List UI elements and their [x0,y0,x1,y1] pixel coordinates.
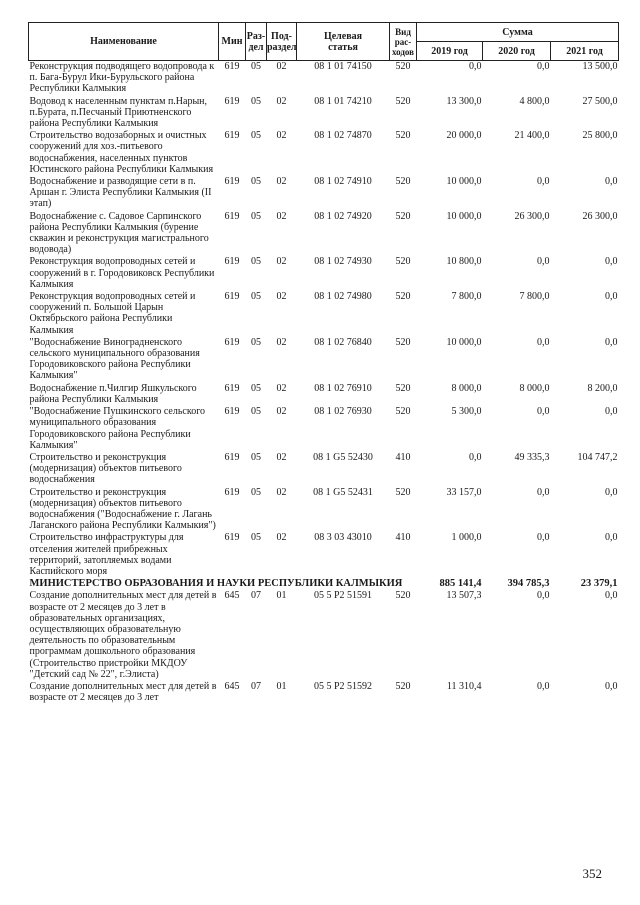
table-row [29,337,619,383]
cell-podrazdel: 02 [276,451,287,463]
cell-razdel: 05 [251,210,261,222]
table-row [29,211,619,257]
cell-min: 619 [224,210,240,222]
header-summa: Сумма [417,23,619,42]
cell-statya: 08 1 02 74920 [314,210,372,222]
cell-name: "Водоснабжение Виноградненского сельского муниципального образования Городовиковского района Республики Калмыкия" [29,336,200,382]
cell-podrazdel: 02 [276,176,287,188]
cell-y2021: 0,0 [605,590,618,602]
cell-name: Водоснабжение и разводящие сети в п. Аршан г. Элиста Республики Калмыкия (II этап) [29,176,212,210]
cell-min: 619 [224,95,240,107]
cell-vid: 520 [395,61,411,72]
table-row [29,291,619,337]
cell-name: Реконструкция водопроводных сетей и сооружений п. Большой Царын Октябрьского района Республики Калмыкия [29,291,196,336]
header-min: Мин [219,23,246,61]
cell-y2019: 885 141,4 [439,578,482,590]
cell-y2020: 0,0 [537,176,550,188]
cell-vid: 520 [395,210,411,222]
cell-razdel: 05 [251,176,261,188]
cell-y2020: 394 785,3 [507,578,550,590]
cell-y2019: 10 000,0 [446,336,482,348]
cell-y2019: 0,0 [469,451,482,463]
cell-y2019: 10 000,0 [446,210,482,222]
cell-min: 619 [224,176,240,188]
cell-name: Строительство и реконструкция (модернизация) объектов питьевого водоснабжения [29,451,182,486]
cell-razdel: 05 [251,382,261,394]
cell-min: 645 [224,680,240,692]
cell-y2021: 26 300,0 [582,210,618,222]
cell-y2019: 13 300,0 [446,95,482,107]
cell-y2019: 33 157,0 [446,486,482,498]
cell-y2021: 8 200,0 [587,382,618,394]
cell-podrazdel: 02 [276,61,287,72]
cell-y2020: 0,0 [537,406,550,418]
table-row [29,130,619,176]
budget-table [28,22,619,704]
cell-vid: 520 [395,680,411,692]
table-row [29,487,619,533]
cell-y2021: 104 747,2 [577,451,618,463]
cell-y2020: 8 000,0 [519,382,550,394]
cell-vid: 410 [395,532,411,544]
cell-podrazdel: 01 [276,680,287,692]
cell-y2020: 0,0 [537,486,550,498]
cell-y2020: 26 300,0 [514,210,550,222]
cell-razdel: 05 [251,130,261,142]
cell-vid: 520 [395,486,411,498]
page-number: 352 [582,866,602,881]
cell-name: Создание дополнительных мест для детей в возрасте от 2 месяцев до 3 лет [29,680,217,704]
header-name: Наименование [29,23,219,61]
cell-podrazdel: 02 [276,486,287,498]
cell-name: Создание дополнительных мест для детей в возрасте от 2 месяцев до 3 лет в образовательных организациях, осуществляющих образовательную деятельность по образовательным программам дошкольного образования (Строительство пристройки МКДОУ "Детский сад № 22", г.Элиста) [29,590,217,680]
cell-vid: 520 [395,406,411,418]
cell-vid: 520 [395,291,411,303]
budget-table-page [28,22,618,704]
table-body [29,61,619,705]
table-row [29,590,619,681]
header-podrazdel: Под- раздел [267,23,297,61]
cell-podrazdel: 02 [276,336,287,348]
cell-razdel: 05 [251,532,261,544]
cell-vid: 520 [395,95,411,107]
cell-razdel: 05 [251,291,261,303]
cell-statya: 08 1 02 74910 [314,176,372,188]
cell-min: 619 [224,61,240,72]
cell-podrazdel: 02 [276,256,287,268]
cell-name: Реконструкция подводящего водопровода к п. Бага-Бурул Ики-Бурульского района Республики Калмыкия [29,61,215,95]
section-row [29,578,619,590]
cell-y2019: 13 507,3 [446,590,482,602]
cell-statya: 08 1 02 74930 [314,256,372,268]
cell-podrazdel: 02 [276,532,287,544]
table-row [29,61,619,96]
cell-y2020: 21 400,0 [514,130,550,142]
cell-y2020: 49 335,3 [514,451,550,463]
cell-y2020: 0,0 [537,256,550,268]
cell-vid: 410 [395,451,411,463]
cell-podrazdel: 02 [276,291,287,303]
cell-vid: 520 [395,176,411,188]
cell-y2020: 0,0 [537,61,550,72]
cell-y2020: 0,0 [537,680,550,692]
table-row [29,256,619,291]
cell-min: 619 [224,451,240,463]
cell-y2021: 27 500,0 [582,95,618,107]
cell-name: Строительство водозаборных и очистных сооружений для хоз.-питьевого водоснабжения, населенных пунктов Юстинского района Республики Калмыкия [29,130,214,175]
cell-statya: 08 1 01 74210 [314,95,372,107]
cell-razdel: 05 [251,61,261,72]
cell-min: 619 [224,130,240,142]
cell-y2019: 5 300,0 [451,406,482,418]
cell-y2021: 0,0 [605,336,618,348]
cell-min: 619 [224,406,240,418]
cell-y2021: 0,0 [605,291,618,303]
cell-y2021: 0,0 [605,176,618,188]
table-row [29,452,619,487]
cell-statya: 08 1 02 76840 [314,336,372,348]
cell-podrazdel: 01 [276,590,287,602]
cell-statya: 05 5 P2 51592 [313,680,373,692]
cell-y2021: 13 500,0 [582,61,618,72]
table-row [29,383,619,406]
cell-min: 619 [224,291,240,303]
header-2019: 2019 год [417,42,483,61]
cell-y2019: 20 000,0 [446,130,482,142]
cell-y2019: 11 310,4 [446,680,482,692]
cell-y2019: 10 000,0 [446,176,482,188]
cell-razdel: 07 [251,680,261,692]
cell-podrazdel: 02 [276,210,287,222]
cell-podrazdel: 02 [276,382,287,394]
cell-y2019: 8 000,0 [451,382,482,394]
cell-min: 619 [224,486,240,498]
cell-razdel: 07 [251,590,261,602]
table-row [29,681,619,704]
cell-podrazdel: 02 [276,406,287,418]
cell-statya: 08 1 02 76910 [314,382,372,394]
cell-statya: 05 5 P2 51591 [313,590,373,602]
cell-y2020: 0,0 [537,336,550,348]
cell-statya: 08 1 G5 52430 [313,451,373,463]
cell-name: Строительство инфраструктуры для отселения жителей прибрежных территорий, затопляемых водами Каспийского моря [29,532,184,577]
cell-razdel: 05 [251,406,261,418]
cell-name: "Водоснабжение Пушкинского сельского муниципального образования Городовиковского района Республики Калмыкия" [29,406,206,451]
cell-statya: 08 1 G5 52431 [313,486,373,498]
cell-statya: 08 1 02 76930 [314,406,372,418]
cell-vid: 520 [395,256,411,268]
cell-name: Водоснабжение п.Чилгир Яшкульского района Республики Калмыкия [29,382,197,405]
cell-statya: 08 3 03 43010 [314,532,372,544]
cell-y2021: 25 800,0 [582,130,618,142]
cell-y2021: 0,0 [605,486,618,498]
cell-vid: 520 [395,382,411,394]
table-row [29,406,619,452]
cell-y2021: 23 379,1 [580,578,618,590]
cell-name: МИНИСТЕРСТВО ОБРАЗОВАНИЯ И НАУКИ РЕСПУБЛИКИ КАЛМЫКИЯ [29,578,403,590]
header-razdel: Раз- дел [246,23,267,61]
cell-min: 619 [224,336,240,348]
table-row [29,176,619,211]
cell-y2021: 0,0 [605,406,618,418]
cell-vid: 520 [395,590,411,602]
cell-razdel: 05 [251,95,261,107]
cell-podrazdel: 02 [276,95,287,107]
cell-min: 619 [224,256,240,268]
cell-statya: 08 1 02 74870 [314,130,372,142]
cell-razdel: 05 [251,256,261,268]
cell-name: Реконструкция водопроводных сетей и сооружений в г. Городовиковск Республики Калмыкия [29,256,215,290]
cell-razdel: 05 [251,486,261,498]
cell-min: 619 [224,532,240,544]
cell-vid: 520 [395,130,411,142]
cell-podrazdel: 02 [276,130,287,142]
cell-min: 619 [224,382,240,394]
cell-y2020: 0,0 [537,590,550,602]
cell-y2019: 0,0 [469,61,482,72]
cell-y2019: 1 000,0 [451,532,482,544]
cell-y2020: 0,0 [537,532,550,544]
cell-y2021: 0,0 [605,532,618,544]
cell-razdel: 05 [251,451,261,463]
cell-y2019: 10 800,0 [446,256,482,268]
header-2020: 2020 год [483,42,551,61]
cell-y2021: 0,0 [605,256,618,268]
cell-statya: 08 1 01 74150 [314,61,372,72]
header-vid: Вид рас- ходов [390,23,417,61]
cell-name: Строительство и реконструкция (модернизация) объектов питьевого водоснабжения ("Водоснабжение г. Лагань Лаганского района Республики Калмыкия") [29,486,216,532]
table-row [29,532,619,578]
cell-vid: 520 [395,336,411,348]
cell-min: 645 [224,590,240,602]
cell-y2020: 7 800,0 [519,291,550,303]
table-row [29,96,619,131]
cell-name: Водоснабжение с. Садовое Сарпинского района Республики Калмыкия (бурение скважин и реконструкция магистрального водовода) [29,210,209,256]
cell-statya: 08 1 02 74980 [314,291,372,303]
header-2021: 2021 год [551,42,619,61]
cell-name: Водовод к населенным пунктам п.Нарын, п.Бурата, п.Песчаный Приютненского района Республики Калмыкия [29,95,208,130]
cell-razdel: 05 [251,336,261,348]
cell-y2021: 0,0 [605,680,618,692]
cell-y2020: 4 800,0 [519,95,550,107]
cell-y2019: 7 800,0 [451,291,482,303]
table-header [29,23,619,61]
header-statya: Целевая статья [297,23,390,61]
